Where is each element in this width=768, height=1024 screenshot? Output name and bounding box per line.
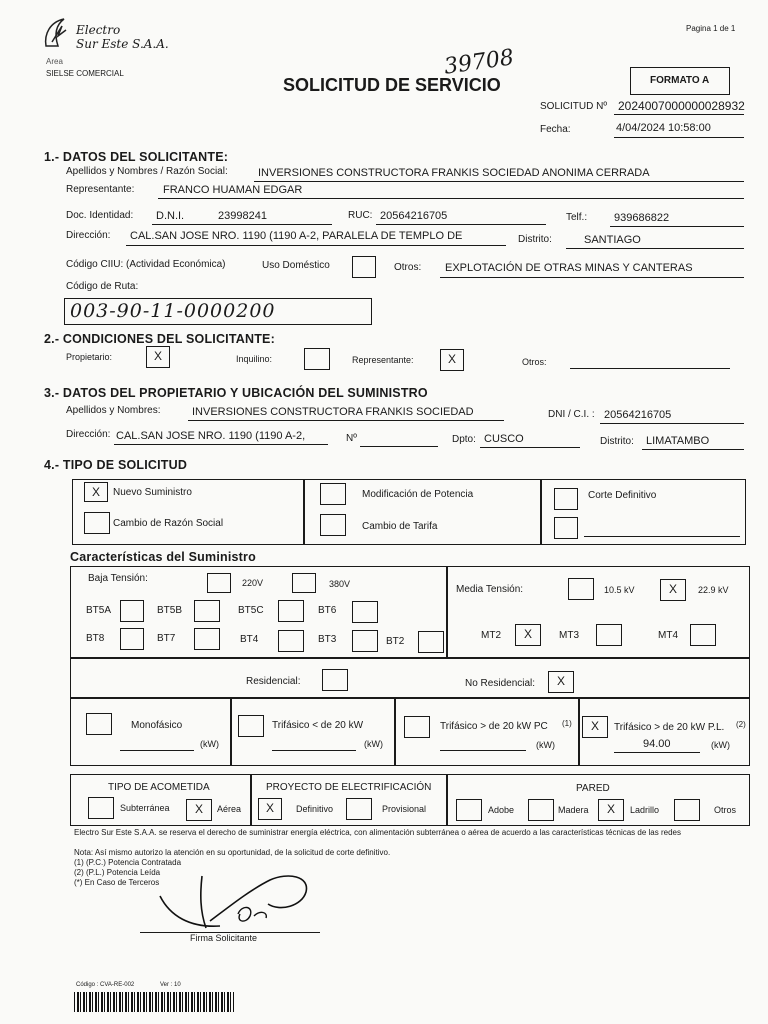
- nombres-label: Apellidos y Nombres / Razón Social:: [66, 166, 228, 177]
- acometida-divider-1: [250, 774, 252, 826]
- nuevo-suministro-checkbox[interactable]: X: [84, 482, 108, 502]
- pared-heading: PARED: [576, 783, 610, 794]
- page-title: SOLICITUD DE SERVICIO: [283, 75, 501, 95]
- section-3-heading: 3.- DATOS DEL PROPIETARIO Y UBICACIÓN DEL SUMINISTRO: [44, 386, 428, 400]
- tri20pl-value: 94.00: [643, 738, 671, 750]
- ladrillo-checkbox[interactable]: X: [598, 799, 624, 821]
- mt4-checkbox[interactable]: [690, 624, 716, 646]
- telf-value: 939686822: [614, 212, 670, 224]
- dni-label: DNI / C.I. :: [548, 409, 595, 420]
- propietario-direccion-value: CAL.SAN JOSE NRO. 1190 (1190 A-2,: [116, 430, 306, 442]
- madera-checkbox[interactable]: [528, 799, 554, 821]
- bt6-label: BT6: [318, 605, 337, 616]
- page-number: Pagina 1 de 1: [686, 24, 736, 33]
- tipo-solicitud-divider-1: [303, 479, 305, 545]
- fecha-value: 4/04/2024 10:58:00: [616, 122, 711, 134]
- telf-underline: [610, 226, 744, 227]
- propietario-nombres-value: INVERSIONES CONSTRUCTORA FRANKIS SOCIEDAD: [192, 406, 474, 418]
- ladrillo-label: Ladrillo: [630, 805, 660, 815]
- definitivo-label: Definitivo: [296, 804, 334, 814]
- nombres-underline: [254, 181, 744, 182]
- bt8-label: BT8: [86, 633, 105, 644]
- tri20pl-kw: (kW): [711, 740, 730, 750]
- telf-label: Telf.:: [566, 212, 588, 223]
- modificacion-potencia-label: Modificación de Potencia: [362, 489, 474, 500]
- bt5a-label: BT5A: [86, 605, 112, 616]
- fase-divider-1: [230, 697, 232, 766]
- distrito-underline: [566, 248, 744, 249]
- inquilino-label: Inquilino:: [236, 354, 273, 364]
- nuevo-suministro-label: Nuevo Suministro: [113, 487, 192, 498]
- representante-value: FRANCO HUAMAN EDGAR: [163, 184, 303, 196]
- company-name-line2: Sur Este S.A.A.: [76, 37, 169, 51]
- v380-checkbox[interactable]: [292, 573, 316, 593]
- bt2-checkbox[interactable]: [418, 631, 444, 653]
- otros-label: Otros:: [394, 262, 422, 273]
- cambio-razon-label: Cambio de Razón Social: [113, 518, 224, 529]
- dpto-label: Dpto:: [452, 434, 476, 445]
- provisional-label: Provisional: [382, 804, 427, 814]
- corte-definitivo-label: Corte Definitivo: [588, 490, 657, 501]
- monofasico-label: Monofásico: [131, 720, 183, 731]
- ciiu-label: Código CIIU: (Actividad Económica): [66, 259, 226, 270]
- tri20pc-label: Trifásico > de 20 kW PC: [440, 721, 548, 732]
- kv229-label: 22.9 kV: [698, 585, 729, 595]
- ruta-label: Código de Ruta:: [66, 281, 139, 292]
- ruc-label: RUC:: [348, 210, 373, 221]
- mt2-label: MT2: [481, 630, 501, 641]
- propietario-direccion-label: Dirección:: [66, 429, 111, 440]
- bt3-checkbox[interactable]: [352, 630, 378, 652]
- bt5b-checkbox[interactable]: [194, 600, 220, 622]
- acometida-divider-2: [446, 774, 448, 826]
- bt7-label: BT7: [157, 633, 176, 644]
- note-5: (*) En Caso de Terceros: [74, 878, 160, 887]
- monofasico-checkbox[interactable]: [86, 713, 112, 735]
- n-underline: [360, 446, 438, 447]
- doc-value: 23998241: [218, 210, 267, 222]
- baja-tension-label: Baja Tensión:: [88, 573, 148, 584]
- direccion-label: Dirección:: [66, 230, 111, 241]
- otro-tipo-underline: [584, 536, 740, 537]
- tri20pc-checkbox[interactable]: [404, 716, 430, 738]
- kv105-label: 10.5 kV: [604, 585, 635, 595]
- bt4-checkbox[interactable]: [278, 630, 304, 652]
- madera-label: Madera: [558, 805, 589, 815]
- mt3-label: MT3: [559, 630, 579, 641]
- version-label: Ver : 10: [160, 982, 181, 988]
- n-label: Nº: [346, 433, 357, 444]
- otro-tipo-checkbox[interactable]: [554, 517, 578, 539]
- ruc-value: 20564216705: [380, 210, 448, 222]
- cambio-tarifa-checkbox[interactable]: [320, 514, 346, 536]
- fase-divider-3: [578, 697, 580, 766]
- solicitud-number: 2024007000000028932: [618, 99, 745, 113]
- codigo-label: Código : CVA-RE-002: [76, 982, 135, 988]
- bt5a-checkbox[interactable]: [120, 600, 144, 622]
- uso-domestico-label: Uso Doméstico: [262, 260, 330, 271]
- v220-label: 220V: [242, 578, 264, 588]
- bt4-label: BT4: [240, 634, 259, 645]
- propietario-distrito-value: LIMATAMBO: [646, 435, 710, 447]
- tension-hline: [70, 657, 750, 659]
- mt4-label: MT4: [658, 630, 678, 641]
- tipo-solicitud-divider-2: [540, 479, 542, 545]
- fecha-label: Fecha:: [540, 124, 571, 135]
- propietario-direccion-underline: [114, 444, 328, 445]
- bt3-label: BT3: [318, 634, 337, 645]
- dni-underline: [600, 423, 744, 424]
- cambio-tarifa-label: Cambio de Tarifa: [362, 521, 438, 532]
- firma-label: Firma Solicitante: [190, 933, 258, 943]
- section-2-heading: 2.- CONDICIONES DEL SOLICITANTE:: [44, 332, 275, 346]
- format-label: FORMATO A: [650, 75, 710, 86]
- ruta-value: 003-90-11-0000200: [70, 300, 276, 322]
- note-3: (1) (P.C.) Potencia Contratada: [74, 858, 182, 867]
- cambio-razon-checkbox[interactable]: [84, 512, 110, 534]
- propietario-distrito-label: Distrito:: [600, 436, 634, 447]
- distrito-label: Distrito:: [518, 234, 552, 245]
- tri20m-underline: [272, 750, 356, 751]
- handwritten-number: 39708: [442, 45, 516, 80]
- tri20pl-label: Trifásico > de 20 kW P.L.: [614, 722, 725, 733]
- propietario-checkbox[interactable]: X: [146, 346, 170, 368]
- tension-divider: [446, 566, 448, 658]
- mt2-checkbox[interactable]: X: [515, 624, 541, 646]
- no-residencial-label: No Residencial:: [465, 678, 536, 689]
- fase-divider-2: [394, 697, 396, 766]
- tri20pl-checkbox[interactable]: X: [582, 716, 608, 738]
- dni-value: 20564216705: [604, 409, 672, 421]
- otros-cond-underline: [570, 368, 730, 369]
- proyecto-heading: PROYECTO DE ELECTRIFICACIÓN: [266, 782, 432, 793]
- tri20m-kw: (kW): [364, 739, 383, 749]
- dpto-value: CUSCO: [484, 433, 524, 445]
- adobe-label: Adobe: [488, 805, 515, 815]
- bt5c-label: BT5C: [238, 605, 264, 616]
- caracteristicas-heading: Características del Suministro: [70, 550, 256, 564]
- section-4-heading: 4.- TIPO DE SOLICITUD: [44, 458, 188, 472]
- provisional-checkbox[interactable]: [346, 798, 372, 820]
- doc-underline: [152, 224, 332, 225]
- note-1: Electro Sur Este S.A.A. se reserva el derecho de suministrar energía eléctrica, con alimentación subterránea o aérea de acuerdo a las características técnicas de las redes: [74, 828, 681, 837]
- bt6-checkbox[interactable]: [352, 601, 378, 623]
- tri20pl-superscript: (2): [736, 720, 746, 729]
- tri20m-checkbox[interactable]: [238, 715, 264, 737]
- direccion-value: CAL.SAN JOSE NRO. 1190 (1190 A-2, PARALELA DE TEMPLO DE: [130, 230, 463, 242]
- bt7-checkbox[interactable]: [194, 628, 220, 650]
- logo-icon: [42, 16, 72, 50]
- no-residencial-checkbox[interactable]: X: [548, 671, 574, 693]
- section-1-heading: 1.- DATOS DEL SOLICITANTE:: [44, 150, 229, 164]
- kv105-checkbox[interactable]: [568, 578, 594, 600]
- company-name-line1: Electro: [76, 23, 121, 37]
- tri20pl-underline: [614, 752, 700, 753]
- monofasico-kw: (kW): [200, 739, 219, 749]
- nombres-value: INVERSIONES CONSTRUCTORA FRANKIS SOCIEDAD ANONIMA CERRADA: [258, 167, 650, 179]
- tipo-acometida-heading: TIPO DE ACOMETIDA: [108, 782, 210, 793]
- fecha-underline: [614, 137, 744, 138]
- mt3-checkbox[interactable]: [596, 624, 622, 646]
- doc-label: Doc. Identidad:: [66, 210, 134, 221]
- representante-underline: [158, 198, 744, 199]
- area-label: Area: [46, 57, 63, 66]
- tri20pc-superscript: (1): [562, 719, 572, 728]
- tri20m-label: Trifásico < de 20 kW: [272, 720, 364, 731]
- propietario-label: Propietario:: [66, 352, 113, 362]
- barcode: [74, 992, 234, 1012]
- representante-cond-label: Representante:: [352, 355, 414, 365]
- propietario-nombres-label: Apellidos y Nombres:: [66, 405, 161, 416]
- representante-label: Representante:: [66, 184, 135, 195]
- propietario-nombres-underline: [188, 420, 504, 421]
- solicitud-label: SOLICITUD Nº: [540, 101, 607, 112]
- bt2-label: BT2: [386, 636, 405, 647]
- residencial-label: Residencial:: [246, 676, 301, 687]
- residencial-hline: [70, 697, 750, 699]
- uso-domestico-checkbox[interactable]: [352, 256, 376, 278]
- v380-label: 380V: [329, 579, 351, 589]
- solicitud-underline: [614, 114, 744, 115]
- monofasico-underline: [120, 750, 194, 751]
- otros-value: EXPLOTACIÓN DE OTRAS MINAS Y CANTERAS: [445, 262, 693, 274]
- otros-underline: [440, 277, 744, 278]
- bt8-checkbox[interactable]: [120, 628, 144, 650]
- bt5c-checkbox[interactable]: [278, 600, 304, 622]
- direccion-underline: [126, 245, 506, 246]
- v220-checkbox[interactable]: [207, 573, 231, 593]
- subterranea-checkbox[interactable]: [88, 797, 114, 819]
- tri20pc-kw: (kW): [536, 740, 555, 750]
- kv229-checkbox[interactable]: X: [660, 579, 686, 601]
- adobe-checkbox[interactable]: [456, 799, 482, 821]
- tri20pc-underline: [440, 750, 526, 751]
- area-value: SIELSE COMERCIAL: [46, 69, 124, 78]
- otros-cond-label: Otros:: [522, 357, 547, 367]
- aerea-label: Aérea: [217, 804, 242, 814]
- signature-icon: [150, 866, 330, 936]
- note-2: Nota: Así mismo autorizo la atención en su oportunidad, de la solicitud de corte definitivo.: [74, 848, 391, 857]
- propietario-distrito-underline: [642, 449, 744, 450]
- media-tension-label: Media Tensión:: [456, 584, 524, 595]
- ruc-underline: [376, 224, 546, 225]
- dpto-underline: [480, 447, 580, 448]
- otros-pared-checkbox[interactable]: [674, 799, 700, 821]
- distrito-value: SANTIAGO: [584, 234, 641, 246]
- otros-pared-label: Otros: [714, 805, 737, 815]
- definitivo-checkbox[interactable]: X: [258, 798, 282, 820]
- aerea-checkbox[interactable]: X: [186, 799, 212, 821]
- doc-type: D.N.I.: [156, 210, 185, 222]
- bt5b-label: BT5B: [157, 605, 183, 616]
- modificacion-potencia-checkbox[interactable]: [320, 483, 346, 505]
- corte-definitivo-checkbox[interactable]: [554, 488, 578, 510]
- representante-checkbox[interactable]: X: [440, 349, 464, 371]
- subterranea-label: Subterránea: [120, 803, 170, 813]
- residencial-checkbox[interactable]: [322, 669, 348, 691]
- note-4: (2) (P.L.) Potencia Leída: [74, 868, 161, 877]
- inquilino-checkbox[interactable]: [304, 348, 330, 370]
- company-logo: [42, 16, 72, 50]
